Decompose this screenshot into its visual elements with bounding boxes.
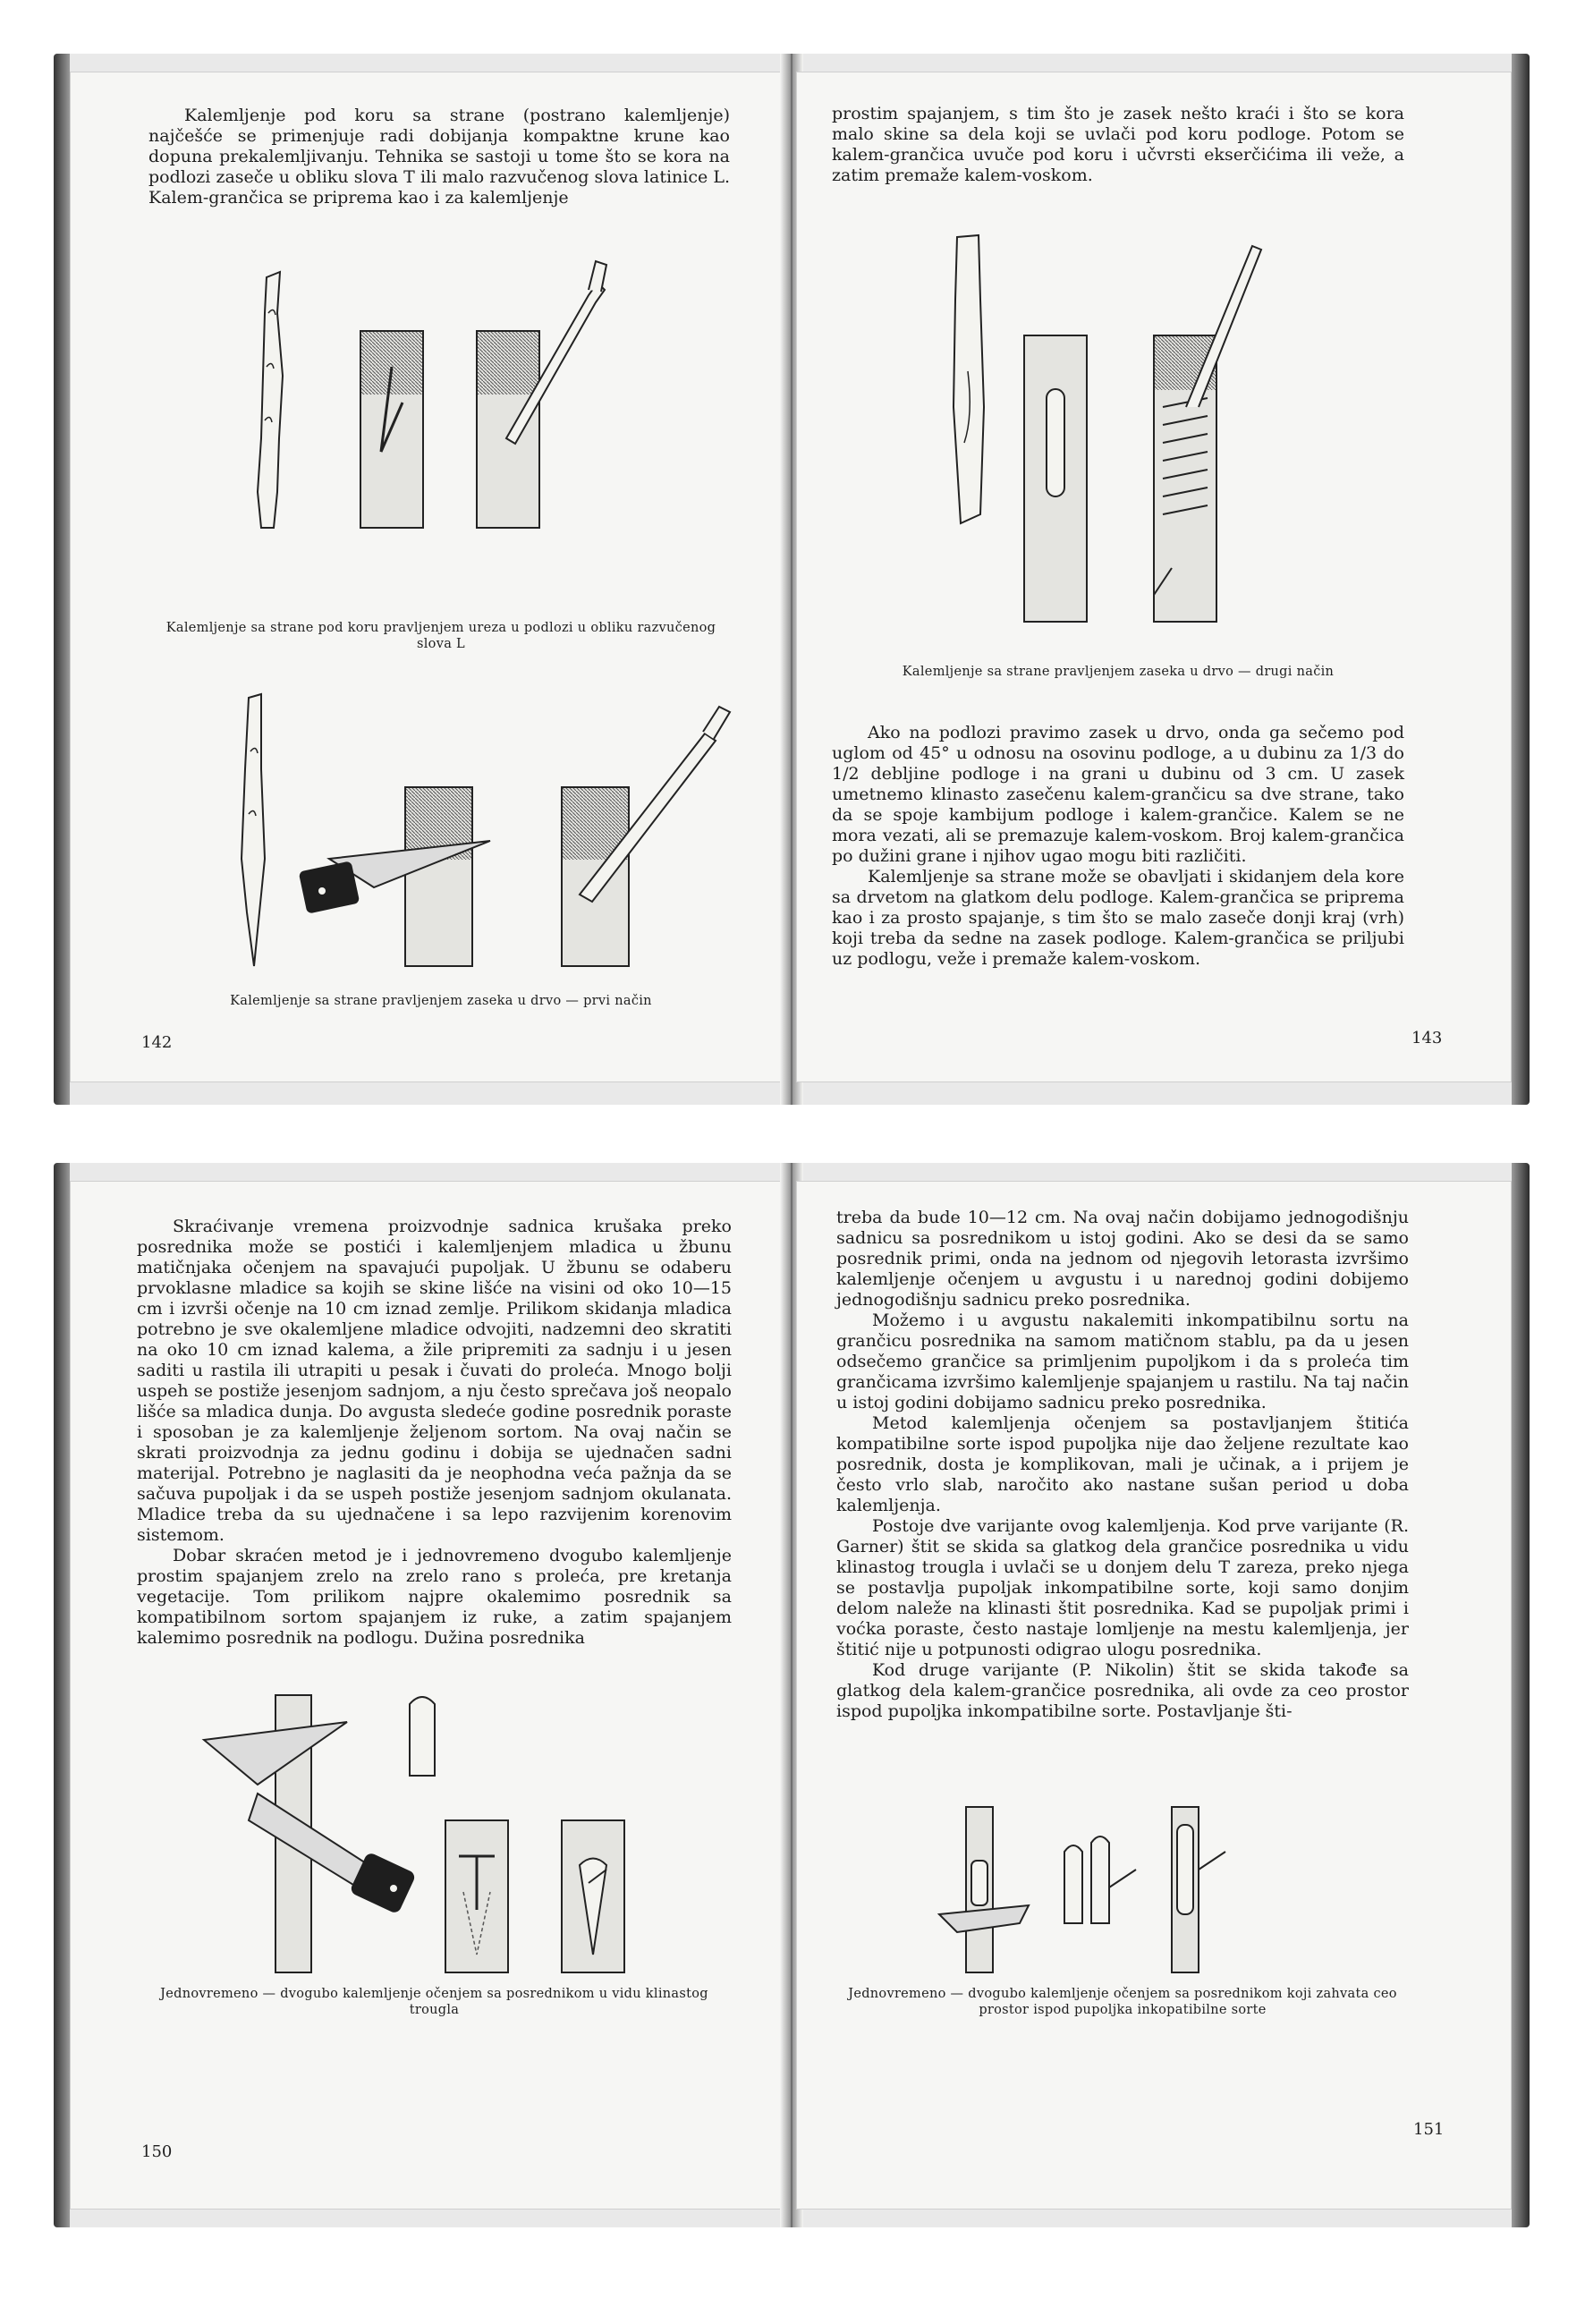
figure-double-grafting-full-shield-drawing <box>930 1798 1288 1977</box>
figure-wedge-cut-second-drawing <box>868 228 1369 631</box>
page-number: 143 <box>1411 1029 1443 1047</box>
paragraph: Možemo i u avgustu nakalemiti inkompatibilnu sortu na grančicu posrednika na samom matičnom stablu, pa da u jesen odsečemo grančice sa primljenim pupoljkom i da s proleća tim grančicama izvršimo kalemljenje spajanjem u rastilu. Na taj način u istoj godini dobijamo sadnicu preko posrednika. <box>836 1310 1409 1412</box>
page-142-text <box>148 106 730 208</box>
paragraph: Skraćivanje vremena proizvodnje sadnica krušaka preko posrednika može se postići i kalemljenjem mladica u žbunu matičnjaka očenjem na spavajući pupoljak. U žbunu se odaberu prvoklasne mladice sa kojih se skine lišće na visini od oko 10—15 cm i izvrši očenje na 10 cm iznad zemlje. Prilikom skidanja mladica potrebno je sve okalemljene mladice odvojiti, nadzemni deo skratiti na oko 10 cm iznad kalema, a žile pripremiti za sadnju i u jesen saditi u rastila ili utrapiti u pesak i čuvati do proleća. Mnogo bolji uspeh se postiže jesenjom sadnjom, a nju često sprečava još neopalo lišće sa mladica dunja. Do avgusta sledeće godine posrednik poraste i sposoban je za kalemljenje željenom sortom. Na ovaj način se skrati proizvodnja za jednu godinu i dobija se ujednačen sadni materijal. Potrebno je naglasiti da je neophodna veća pažnja da se sačuva pupoljak i da se uspeh postiže jesenjom sadnjom okulanata. Mladice treba da su ujednačene i sa lepo razvijenim korenovim sistemom. <box>137 1217 732 1545</box>
page-143 <box>796 72 1512 1082</box>
paragraph: Postoje dve varijante ovog kalemljenja. Kod prve varijante (R. Garner) štit se skida sa glatkog dela grančice posrednika u vidu klinastog trougla i uvlači se u donjem delu T zareza, preko njega se postavlja pupoljak inkompatibilne sorte, koji samo donjim delom naleže na klinasti štit posrednika. Kad se pupoljak primi i voćka poraste, često nastaje lomljenje na mestu kalemljenja, jer štitić nije u potpunosti odigrao ulogu posrednika. <box>836 1516 1409 1659</box>
figure-double-grafting-wedge-drawing <box>168 1686 723 1981</box>
paragraph: Ako na podlozi pravimo zasek u drvo, onda ga sečemo pod uglom od 45° u odnosu na osovinu podloge, a u dubinu za 1/3 do 1/2 debljine podloge i na grani u dubinu od 3 cm. U zasek umetnemo klinasto zasečenu kalem-grančicu sa dve strane, tako da se spoje kambijum podloge i kalem-grančice. Kalem se ne mora vezati, ali se premazuje kalem-voskom. Broj kalem-grančica po dužini grane i njihov ugao mogu biti različiti. <box>832 723 1404 866</box>
page-number: 150 <box>141 2142 173 2161</box>
figure-caption: Jednovremeno — dvogubo kalemljenje očenjem sa posrednikom koji zahvata ceo prostor ispod pupoljka inkopatibilne sorte <box>848 1987 1397 2017</box>
figure-double-grafting-wedge <box>168 1686 723 1981</box>
paragraph: Dobar skraćen metod je i jednovremeno dvogubo kalemljenje prostim spajanjem zrelo na zrelo rano s proleća, pre kretanja vegetacije. Tom prilikom najpre okalemimo posrednik sa kompatibilnom sortom spajanjem iz ruke, a zatim spajanjem kalemimo posrednik na podlogu. Dužina posrednika <box>137 1546 732 1648</box>
paragraph: Metod kalemljenja očenjem sa postavljanjem štitića kompatibilne sorte ispod pupoljka nije dao željene rezultate kao posrednik, dosta je komplikovan, mali je učinak, a i prijem je često vrlo slab, naročito ako nastane sušan period u doba kalemljenja. <box>836 1413 1409 1515</box>
paragraph: Kalemljenje sa strane može se obavljati i skidanjem dela kore sa drvetom na glatkom delu podloge. Kalem-grančica se priprema kao i za prosto spajanje, s tim što se malo zaseče donji kraj (vrh) koji treba da sedne na zasek podloge. Kalem-grančica se priljubi uz podlogu, veže i premaže kalem-voskom. <box>832 867 1404 969</box>
figure-double-grafting-full-shield <box>930 1798 1288 1977</box>
book-spread-150-151 <box>54 1163 1530 2227</box>
page-143-text-top <box>832 104 1404 186</box>
paragraph: prostim spajanjem, s tim što je zasek nešto kraći i što se kora malo skine sa dela koji se uvlači pod koru podloge. Potom se kalem-grančica uvuče pod koru i učvrsti ekserčićima ili veže, a zatim premaže kalem-voskom. <box>832 104 1404 185</box>
page-number: 151 <box>1413 2120 1445 2139</box>
book-edge-right <box>1512 1163 1530 2227</box>
book-spread-142-143 <box>54 54 1530 1105</box>
page-151-text <box>836 1208 1409 1722</box>
figure-caption: Kalemljenje sa strane pravljenjem zaseka u drvo — drugi način <box>902 665 1335 679</box>
paragraph: Kod druge varijante (P. Nikolin) štit se skida takođe sa glatkog dela kalem-grančice posrednika, ali ovde za ceo prostor ispod pupoljka inkompatibilne sorte. Postavljanje šti- <box>836 1660 1409 1721</box>
book-edge-right <box>1512 54 1530 1105</box>
page-150 <box>70 1181 787 2209</box>
paragraph: Kalemljenje pod koru sa strane (postrano kalemljenje) najčešće se primenjuje radi dobijanja kompaktne krune kao dopuna prekalemljivanju. Tehnika se sastoji u tome što se kora na podlozi zaseče u obliku slova T ili malo razvučenog slova latinice L. Kalem-grančica se priprema kao i za kalemljenje <box>148 106 730 208</box>
figure-wedge-cut-first-drawing <box>150 680 741 975</box>
page-142 <box>70 72 787 1082</box>
book-edge-left <box>54 54 70 1105</box>
page-151 <box>796 1181 1512 2209</box>
page-number: 142 <box>141 1033 173 1052</box>
page-150-text <box>137 1217 732 1649</box>
figure-wedge-cut-second <box>868 228 1369 631</box>
paragraph: treba da bude 10—12 cm. Na ovaj način dobijamo jednogodišnju sadnicu sa posrednikom u istoj godini. Ako se desi da se samo posrednik primi, onda na jednom od njegovih letorasta izvršimo kalemljenje očenjem u avgustu i u narednoj godini dobijemo jednogodišnju sadnicu preko posrednika. <box>836 1208 1409 1310</box>
figure-caption: Kalemljenje sa strane pod koru pravljenjem ureza u podlozi u obliku razvučenog slova L <box>165 621 716 651</box>
figure-caption: Kalemljenje sa strane pravljenjem zaseka u drvo — prvi način <box>230 994 652 1008</box>
figure-wedge-cut-first <box>150 680 741 975</box>
page-143-text-bottom <box>832 723 1404 970</box>
book-edge-left <box>54 1163 70 2227</box>
figure-caption: Jednovremeno — dvogubo kalemljenje očenjem sa posrednikom u vidu klinastog trougla <box>160 1987 708 2017</box>
figure-l-cut <box>168 259 723 546</box>
figure-l-cut-drawing <box>168 259 723 546</box>
